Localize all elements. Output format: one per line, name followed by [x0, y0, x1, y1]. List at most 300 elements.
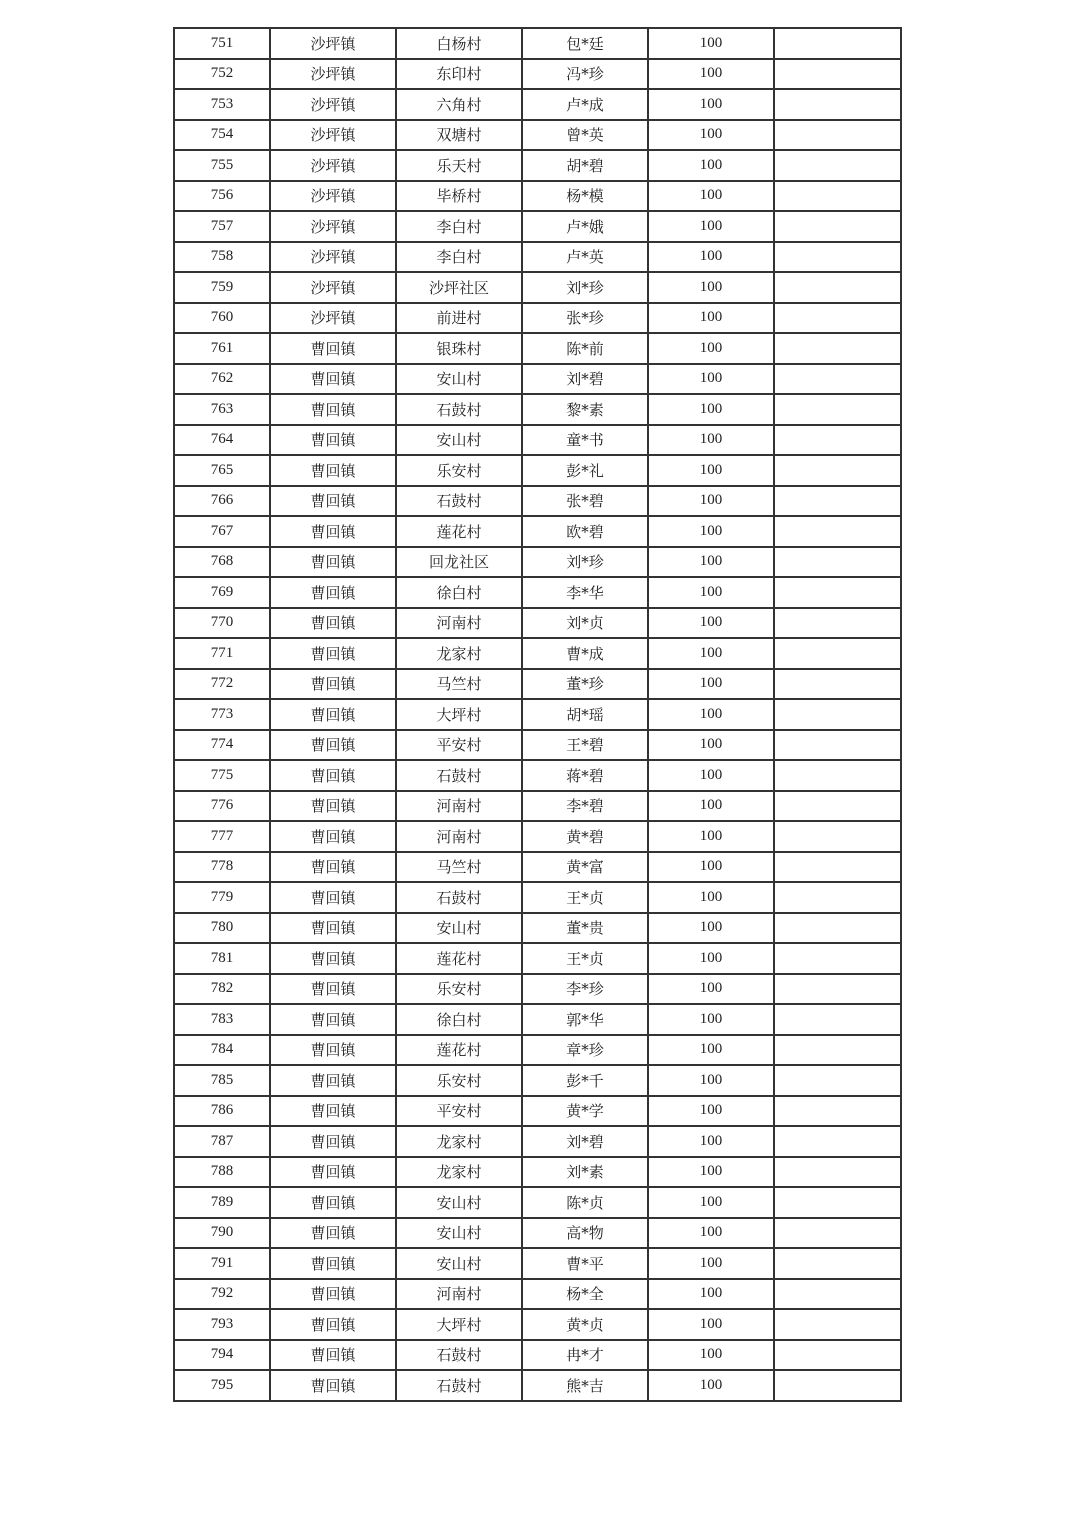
cell-amount: 100: [648, 1248, 774, 1279]
table-row: [174, 547, 901, 578]
cell-village: 沙坪社区: [396, 272, 522, 303]
cell-serial-number: 794: [174, 1340, 270, 1371]
cell-person-name: 胡*碧: [522, 150, 648, 181]
table-row: [174, 1004, 901, 1035]
cell-serial-number: 781: [174, 943, 270, 974]
cell-note: [774, 425, 901, 456]
cell-serial-number: 782: [174, 974, 270, 1005]
cell-town: 曹回镇: [270, 1157, 396, 1188]
cell-amount: 100: [648, 364, 774, 395]
cell-serial-number: 767: [174, 516, 270, 547]
cell-serial-number: 751: [174, 28, 270, 59]
cell-person-name: 卢*娥: [522, 211, 648, 242]
cell-serial-number: 771: [174, 638, 270, 669]
cell-town: 曹回镇: [270, 791, 396, 822]
cell-note: [774, 608, 901, 639]
cell-person-name: 彭*千: [522, 1065, 648, 1096]
cell-serial-number: 756: [174, 181, 270, 212]
table-row: [174, 699, 901, 730]
cell-note: [774, 1096, 901, 1127]
cell-serial-number: 752: [174, 59, 270, 90]
cell-village: 马竺村: [396, 669, 522, 700]
cell-person-name: 刘*珍: [522, 547, 648, 578]
table-row: [174, 1340, 901, 1371]
cell-village: 白杨村: [396, 28, 522, 59]
cell-village: 乐安村: [396, 974, 522, 1005]
table-row: [174, 1218, 901, 1249]
cell-village: 前进村: [396, 303, 522, 334]
cell-town: 曹回镇: [270, 1279, 396, 1310]
cell-town: 曹回镇: [270, 1035, 396, 1066]
cell-town: 曹回镇: [270, 364, 396, 395]
cell-serial-number: 793: [174, 1309, 270, 1340]
cell-person-name: 彭*礼: [522, 455, 648, 486]
cell-serial-number: 766: [174, 486, 270, 517]
cell-village: 李白村: [396, 242, 522, 273]
cell-amount: 100: [648, 821, 774, 852]
table-row: [174, 577, 901, 608]
table-row: [174, 455, 901, 486]
cell-amount: 100: [648, 303, 774, 334]
cell-village: 安山村: [396, 364, 522, 395]
cell-town: 曹回镇: [270, 1218, 396, 1249]
cell-village: 安山村: [396, 913, 522, 944]
cell-amount: 100: [648, 28, 774, 59]
table-row: [174, 59, 901, 90]
cell-serial-number: 753: [174, 89, 270, 120]
cell-amount: 100: [648, 181, 774, 212]
cell-person-name: 冯*珍: [522, 59, 648, 90]
cell-amount: 100: [648, 577, 774, 608]
cell-person-name: 李*珍: [522, 974, 648, 1005]
cell-note: [774, 516, 901, 547]
cell-person-name: 杨*模: [522, 181, 648, 212]
cell-village: 石鼓村: [396, 1370, 522, 1401]
cell-amount: 100: [648, 333, 774, 364]
cell-amount: 100: [648, 59, 774, 90]
cell-town: 曹回镇: [270, 760, 396, 791]
cell-note: [774, 303, 901, 334]
cell-amount: 100: [648, 669, 774, 700]
cell-town: 曹回镇: [270, 1340, 396, 1371]
table-row: [174, 608, 901, 639]
cell-serial-number: 774: [174, 730, 270, 761]
cell-serial-number: 788: [174, 1157, 270, 1188]
cell-person-name: 黄*碧: [522, 821, 648, 852]
table-row: [174, 760, 901, 791]
cell-town: 沙坪镇: [270, 150, 396, 181]
cell-note: [774, 242, 901, 273]
cell-town: 曹回镇: [270, 699, 396, 730]
cell-person-name: 刘*珍: [522, 272, 648, 303]
table-row: [174, 303, 901, 334]
table-row: [174, 974, 901, 1005]
cell-amount: 100: [648, 882, 774, 913]
cell-town: 曹回镇: [270, 1187, 396, 1218]
cell-serial-number: 763: [174, 394, 270, 425]
cell-serial-number: 784: [174, 1035, 270, 1066]
cell-town: 沙坪镇: [270, 272, 396, 303]
table-row: [174, 425, 901, 456]
cell-town: 曹回镇: [270, 730, 396, 761]
cell-person-name: 曹*成: [522, 638, 648, 669]
cell-person-name: 蒋*碧: [522, 760, 648, 791]
cell-note: [774, 577, 901, 608]
cell-serial-number: 762: [174, 364, 270, 395]
table-row: [174, 28, 901, 59]
cell-person-name: 曹*平: [522, 1248, 648, 1279]
cell-village: 大坪村: [396, 1309, 522, 1340]
cell-village: 石鼓村: [396, 760, 522, 791]
cell-note: [774, 669, 901, 700]
cell-serial-number: 760: [174, 303, 270, 334]
cell-amount: 100: [648, 1309, 774, 1340]
cell-note: [774, 211, 901, 242]
cell-person-name: 卢*成: [522, 89, 648, 120]
table-row: [174, 1126, 901, 1157]
cell-amount: 100: [648, 760, 774, 791]
table-row: [174, 821, 901, 852]
cell-serial-number: 789: [174, 1187, 270, 1218]
table-row: [174, 1248, 901, 1279]
table-row: [174, 89, 901, 120]
cell-village: 龙家村: [396, 638, 522, 669]
cell-note: [774, 699, 901, 730]
cell-town: 曹回镇: [270, 882, 396, 913]
cell-town: 曹回镇: [270, 516, 396, 547]
cell-town: 沙坪镇: [270, 242, 396, 273]
cell-village: 龙家村: [396, 1157, 522, 1188]
cell-note: [774, 547, 901, 578]
cell-note: [774, 455, 901, 486]
cell-amount: 100: [648, 1370, 774, 1401]
cell-town: 曹回镇: [270, 577, 396, 608]
cell-serial-number: 759: [174, 272, 270, 303]
cell-person-name: 黄*贞: [522, 1309, 648, 1340]
cell-village: 六角村: [396, 89, 522, 120]
cell-village: 银珠村: [396, 333, 522, 364]
cell-amount: 100: [648, 1218, 774, 1249]
cell-serial-number: 769: [174, 577, 270, 608]
cell-village: 徐白村: [396, 577, 522, 608]
cell-note: [774, 272, 901, 303]
table-row: [174, 272, 901, 303]
cell-serial-number: 772: [174, 669, 270, 700]
cell-serial-number: 761: [174, 333, 270, 364]
cell-village: 石鼓村: [396, 882, 522, 913]
cell-serial-number: 777: [174, 821, 270, 852]
cell-person-name: 曾*英: [522, 120, 648, 151]
table-row: [174, 852, 901, 883]
table-row: [174, 638, 901, 669]
cell-person-name: 童*书: [522, 425, 648, 456]
cell-person-name: 王*碧: [522, 730, 648, 761]
cell-amount: 100: [648, 120, 774, 151]
cell-town: 曹回镇: [270, 1065, 396, 1096]
table-row: [174, 150, 901, 181]
cell-person-name: 陈*贞: [522, 1187, 648, 1218]
table-row: [174, 943, 901, 974]
cell-village: 河南村: [396, 791, 522, 822]
cell-town: 曹回镇: [270, 1370, 396, 1401]
cell-town: 曹回镇: [270, 455, 396, 486]
cell-note: [774, 852, 901, 883]
cell-person-name: 董*珍: [522, 669, 648, 700]
table-row: [174, 882, 901, 913]
cell-serial-number: 768: [174, 547, 270, 578]
table-row: [174, 1096, 901, 1127]
cell-serial-number: 776: [174, 791, 270, 822]
cell-village: 安山村: [396, 1187, 522, 1218]
table-row: [174, 1035, 901, 1066]
cell-amount: 100: [648, 943, 774, 974]
table-row: [174, 242, 901, 273]
cell-amount: 100: [648, 1157, 774, 1188]
cell-person-name: 卢*英: [522, 242, 648, 273]
cell-person-name: 郭*华: [522, 1004, 648, 1035]
cell-person-name: 刘*碧: [522, 364, 648, 395]
cell-town: 沙坪镇: [270, 211, 396, 242]
cell-village: 毕桥村: [396, 181, 522, 212]
cell-amount: 100: [648, 1035, 774, 1066]
cell-note: [774, 1065, 901, 1096]
cell-serial-number: 754: [174, 120, 270, 151]
cell-note: [774, 1370, 901, 1401]
cell-amount: 100: [648, 486, 774, 517]
cell-village: 石鼓村: [396, 486, 522, 517]
cell-village: 马竺村: [396, 852, 522, 883]
cell-village: 双塘村: [396, 120, 522, 151]
cell-town: 曹回镇: [270, 333, 396, 364]
cell-note: [774, 1279, 901, 1310]
cell-note: [774, 59, 901, 90]
table-row: [174, 1065, 901, 1096]
cell-note: [774, 1004, 901, 1035]
cell-person-name: 陈*前: [522, 333, 648, 364]
cell-amount: 100: [648, 1187, 774, 1218]
cell-note: [774, 181, 901, 212]
table-row: [174, 1157, 901, 1188]
cell-person-name: 杨*全: [522, 1279, 648, 1310]
cell-town: 曹回镇: [270, 1248, 396, 1279]
cell-note: [774, 120, 901, 151]
cell-town: 曹回镇: [270, 394, 396, 425]
cell-person-name: 黄*学: [522, 1096, 648, 1127]
cell-village: 莲花村: [396, 943, 522, 974]
cell-village: 安山村: [396, 1248, 522, 1279]
cell-amount: 100: [648, 1340, 774, 1371]
cell-amount: 100: [648, 730, 774, 761]
cell-person-name: 张*珍: [522, 303, 648, 334]
cell-person-name: 高*物: [522, 1218, 648, 1249]
cell-note: [774, 730, 901, 761]
cell-town: 曹回镇: [270, 974, 396, 1005]
cell-amount: 100: [648, 272, 774, 303]
cell-serial-number: 795: [174, 1370, 270, 1401]
cell-village: 河南村: [396, 1279, 522, 1310]
cell-amount: 100: [648, 638, 774, 669]
cell-town: 曹回镇: [270, 638, 396, 669]
table-row: [174, 516, 901, 547]
cell-serial-number: 791: [174, 1248, 270, 1279]
cell-note: [774, 882, 901, 913]
table-row: [174, 669, 901, 700]
cell-note: [774, 1187, 901, 1218]
cell-amount: 100: [648, 242, 774, 273]
cell-serial-number: 779: [174, 882, 270, 913]
cell-person-name: 熊*吉: [522, 1370, 648, 1401]
cell-town: 曹回镇: [270, 1126, 396, 1157]
cell-amount: 100: [648, 1096, 774, 1127]
cell-note: [774, 638, 901, 669]
table-row: [174, 791, 901, 822]
cell-town: 曹回镇: [270, 852, 396, 883]
cell-village: 大坪村: [396, 699, 522, 730]
cell-note: [774, 821, 901, 852]
cell-town: 曹回镇: [270, 608, 396, 639]
cell-note: [774, 150, 901, 181]
table-row: [174, 1279, 901, 1310]
cell-serial-number: 775: [174, 760, 270, 791]
cell-person-name: 包*廷: [522, 28, 648, 59]
cell-amount: 100: [648, 1004, 774, 1035]
cell-village: 龙家村: [396, 1126, 522, 1157]
cell-amount: 100: [648, 1126, 774, 1157]
table-row: [174, 120, 901, 151]
cell-person-name: 欧*碧: [522, 516, 648, 547]
cell-serial-number: 765: [174, 455, 270, 486]
cell-person-name: 王*贞: [522, 943, 648, 974]
cell-serial-number: 770: [174, 608, 270, 639]
cell-person-name: 胡*瑶: [522, 699, 648, 730]
cell-amount: 100: [648, 425, 774, 456]
cell-serial-number: 785: [174, 1065, 270, 1096]
cell-person-name: 董*贵: [522, 913, 648, 944]
cell-person-name: 刘*贞: [522, 608, 648, 639]
cell-person-name: 黄*富: [522, 852, 648, 883]
cell-village: 河南村: [396, 821, 522, 852]
cell-serial-number: 757: [174, 211, 270, 242]
cell-town: 沙坪镇: [270, 303, 396, 334]
cell-amount: 100: [648, 608, 774, 639]
cell-serial-number: 778: [174, 852, 270, 883]
cell-person-name: 李*华: [522, 577, 648, 608]
cell-village: 安山村: [396, 1218, 522, 1249]
cell-village: 东印村: [396, 59, 522, 90]
cell-town: 沙坪镇: [270, 181, 396, 212]
cell-village: 莲花村: [396, 1035, 522, 1066]
cell-town: 曹回镇: [270, 486, 396, 517]
cell-village: 乐安村: [396, 1065, 522, 1096]
cell-note: [774, 760, 901, 791]
cell-note: [774, 1340, 901, 1371]
cell-village: 乐安村: [396, 455, 522, 486]
cell-note: [774, 364, 901, 395]
table-row: [174, 333, 901, 364]
cell-amount: 100: [648, 211, 774, 242]
cell-note: [774, 1126, 901, 1157]
table-row: [174, 486, 901, 517]
cell-note: [774, 1309, 901, 1340]
cell-note: [774, 913, 901, 944]
cell-town: 沙坪镇: [270, 89, 396, 120]
table-row: [174, 181, 901, 212]
cell-amount: 100: [648, 516, 774, 547]
table-row: [174, 730, 901, 761]
table-row: [174, 211, 901, 242]
cell-town: 沙坪镇: [270, 28, 396, 59]
cell-note: [774, 486, 901, 517]
cell-amount: 100: [648, 394, 774, 425]
cell-serial-number: 755: [174, 150, 270, 181]
cell-note: [774, 791, 901, 822]
cell-note: [774, 394, 901, 425]
cell-serial-number: 758: [174, 242, 270, 273]
cell-note: [774, 1035, 901, 1066]
cell-town: 曹回镇: [270, 669, 396, 700]
cell-person-name: 刘*碧: [522, 1126, 648, 1157]
cell-amount: 100: [648, 1065, 774, 1096]
cell-person-name: 章*珍: [522, 1035, 648, 1066]
cell-note: [774, 1248, 901, 1279]
roster-table: [173, 27, 902, 1402]
cell-village: 平安村: [396, 1096, 522, 1127]
table-row: [174, 1187, 901, 1218]
cell-serial-number: 787: [174, 1126, 270, 1157]
cell-town: 曹回镇: [270, 1004, 396, 1035]
cell-village: 回龙社区: [396, 547, 522, 578]
cell-serial-number: 764: [174, 425, 270, 456]
cell-amount: 100: [648, 150, 774, 181]
roster-table-container: [173, 27, 900, 1402]
cell-note: [774, 943, 901, 974]
cell-town: 曹回镇: [270, 1096, 396, 1127]
cell-village: 乐天村: [396, 150, 522, 181]
cell-town: 曹回镇: [270, 821, 396, 852]
table-row: [174, 913, 901, 944]
cell-serial-number: 790: [174, 1218, 270, 1249]
roster-table-body: [174, 28, 901, 1401]
cell-serial-number: 792: [174, 1279, 270, 1310]
cell-village: 平安村: [396, 730, 522, 761]
table-row: [174, 1370, 901, 1401]
cell-village: 石鼓村: [396, 1340, 522, 1371]
table-row: [174, 394, 901, 425]
cell-town: 沙坪镇: [270, 120, 396, 151]
cell-village: 徐白村: [396, 1004, 522, 1035]
cell-serial-number: 783: [174, 1004, 270, 1035]
cell-person-name: 黎*素: [522, 394, 648, 425]
cell-town: 曹回镇: [270, 425, 396, 456]
cell-amount: 100: [648, 699, 774, 730]
cell-village: 安山村: [396, 425, 522, 456]
cell-amount: 100: [648, 455, 774, 486]
cell-town: 曹回镇: [270, 547, 396, 578]
cell-amount: 100: [648, 89, 774, 120]
cell-amount: 100: [648, 974, 774, 1005]
cell-town: 曹回镇: [270, 913, 396, 944]
cell-person-name: 王*贞: [522, 882, 648, 913]
cell-person-name: 李*碧: [522, 791, 648, 822]
cell-serial-number: 780: [174, 913, 270, 944]
cell-note: [774, 89, 901, 120]
cell-amount: 100: [648, 791, 774, 822]
cell-town: 沙坪镇: [270, 59, 396, 90]
cell-note: [774, 1157, 901, 1188]
cell-note: [774, 333, 901, 364]
cell-serial-number: 786: [174, 1096, 270, 1127]
cell-town: 曹回镇: [270, 943, 396, 974]
